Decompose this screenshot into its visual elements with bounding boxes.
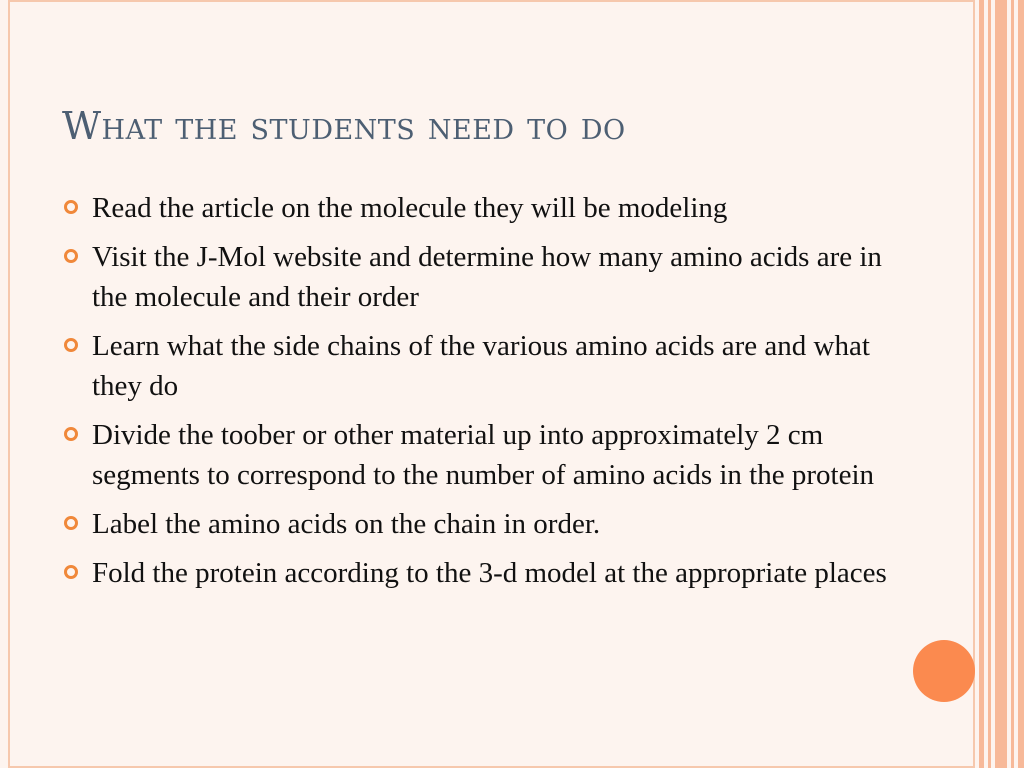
frame-right-border	[973, 0, 975, 768]
bullet-item	[64, 237, 894, 317]
bullet-text: Learn what the side chains of the various amino acids are and what they do	[92, 330, 870, 402]
ring-bullet-icon	[64, 565, 78, 579]
frame-top-border	[8, 0, 975, 2]
bullet-text: Label the amino acids on the chain in order.	[92, 508, 601, 540]
frame-left-border	[8, 0, 10, 768]
decorative-stripe	[988, 0, 991, 768]
decorative-stripe	[995, 0, 1007, 768]
decorative-stripe	[979, 0, 984, 768]
bullet-text: Fold the protein according to the 3-d model at the appropriate places	[92, 557, 887, 589]
bullet-item	[64, 188, 894, 228]
ring-bullet-icon	[64, 516, 78, 530]
ring-bullet-icon	[64, 249, 78, 263]
slide-title: What the students need to do	[62, 104, 626, 148]
ring-bullet-icon	[64, 427, 78, 441]
orange-circle-decoration	[913, 640, 975, 702]
bullet-text: Visit the J-Mol website and determine how many amino acids are in the molecule and their order	[92, 241, 882, 313]
bullet-list	[64, 188, 894, 602]
bullet-item	[64, 553, 894, 593]
bullet-item	[64, 504, 894, 544]
bullet-item	[64, 415, 894, 495]
decorative-stripe	[1011, 0, 1014, 768]
bullet-text: Read the article on the molecule they will be modeling	[92, 192, 728, 224]
decorative-stripe	[1018, 0, 1024, 768]
ring-bullet-icon	[64, 200, 78, 214]
bullet-text: Divide the toober or other material up into approximately 2 cm segments to correspond to the number of amino acids in the protein	[92, 419, 875, 491]
bullet-item	[64, 326, 894, 406]
ring-bullet-icon	[64, 338, 78, 352]
